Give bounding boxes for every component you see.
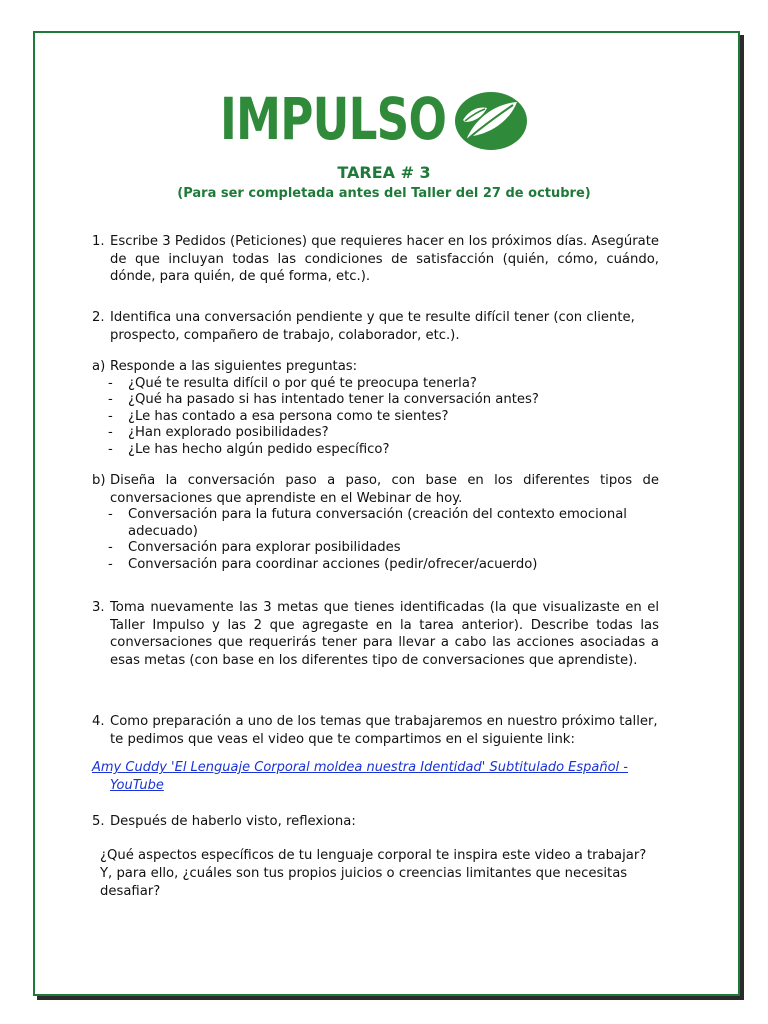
- list-item: - Conversación para explorar posibilidades: [92, 540, 659, 557]
- item-number: 4.: [92, 714, 105, 729]
- link-line-1[interactable]: Amy Cuddy 'El Lenguaje Corporal moldea nuestra Identidad' Subtitulado Español -: [92, 760, 628, 775]
- item-number: 2.: [92, 310, 105, 325]
- item-number: 1.: [92, 234, 105, 249]
- logo-text: IMPULSO: [220, 85, 447, 153]
- item-text: Responde a las siguientes preguntas:: [110, 359, 358, 374]
- list-item: - ¿Le has contado a esa persona como te sientes?: [92, 409, 659, 426]
- page-subtitle: (Para ser completada antes del Taller del 27 de octubre): [177, 186, 591, 201]
- leaf-icon: [453, 90, 529, 152]
- item-text: Como preparación a uno de los temas que trabajaremos en nuestro próximo taller, te pedimos que veas el video que te compartimos en el siguiente link:: [110, 714, 658, 747]
- item-letter: a): [92, 359, 106, 374]
- task-item-a: [92, 358, 659, 458]
- item-letter: b): [92, 473, 106, 488]
- list-item: - ¿Qué ha pasado si has intentado tener la conversación antes?: [92, 392, 659, 409]
- youtube-video-link[interactable]: [92, 759, 652, 795]
- task-item-4: [92, 713, 659, 748]
- item-text: Toma nuevamente las 3 metas que tienes identificadas (la que visualizaste en el Taller Impulso y las 2 que agregaste en la tarea anterior). Describe todas las conversaciones que requerirás tener para llevar a cabo las acciones asociadas a esas metas (con base en los diferentes tipo de conversaciones que aprendiste).: [110, 600, 659, 668]
- item-number: 3.: [92, 600, 105, 615]
- list-item: - ¿Le has hecho algún pedido específico?: [92, 442, 659, 459]
- list-item: - ¿Qué te resulta difícil o por qué te preocupa tenerla?: [92, 376, 659, 393]
- task-item-b: [92, 472, 659, 573]
- item-text: Escribe 3 Pedidos (Peticiones) que requieres hacer en los próximos días. Asegúrate de que incluyan todas las condiciones de satisfacción (quién, cómo, cuándo, dónde, para quién, de qué forma, etc.).: [110, 234, 659, 284]
- link-line-2[interactable]: YouTube: [110, 778, 164, 793]
- task-item-5: [92, 813, 659, 831]
- item-text: Después de haberlo visto, reflexiona:: [110, 814, 356, 829]
- task-item-2: [92, 309, 659, 344]
- list-item: - Conversación para la futura conversación (creación del contexto emocional adecuado): [92, 507, 658, 540]
- list-item: - Conversación para coordinar acciones (pedir/ofrecer/acuerdo): [92, 557, 659, 574]
- list-item: - ¿Han explorado posibilidades?: [92, 425, 659, 442]
- item-number: 5.: [92, 814, 105, 829]
- impulso-logo: [220, 84, 540, 154]
- item-text: Diseña la conversación paso a paso, con base en los diferentes tipos de conversaciones que aprendiste en el Webinar de hoy.: [110, 473, 659, 506]
- task-item-3: [92, 599, 659, 669]
- page-title: TAREA # 3: [337, 163, 431, 182]
- task-item-1: [92, 233, 659, 286]
- reflection-question: ¿Qué aspectos específicos de tu lenguaje corporal te inspira este video a trabajar? Y, para ello, ¿cuáles son tus propios juicios o creencias limitantes que necesitas desafiar?: [100, 848, 647, 899]
- item-text: Identifica una conversación pendiente y que te resulte difícil tener (con cliente, prospecto, compañero de trabajo, colaborador, etc.).: [110, 310, 635, 343]
